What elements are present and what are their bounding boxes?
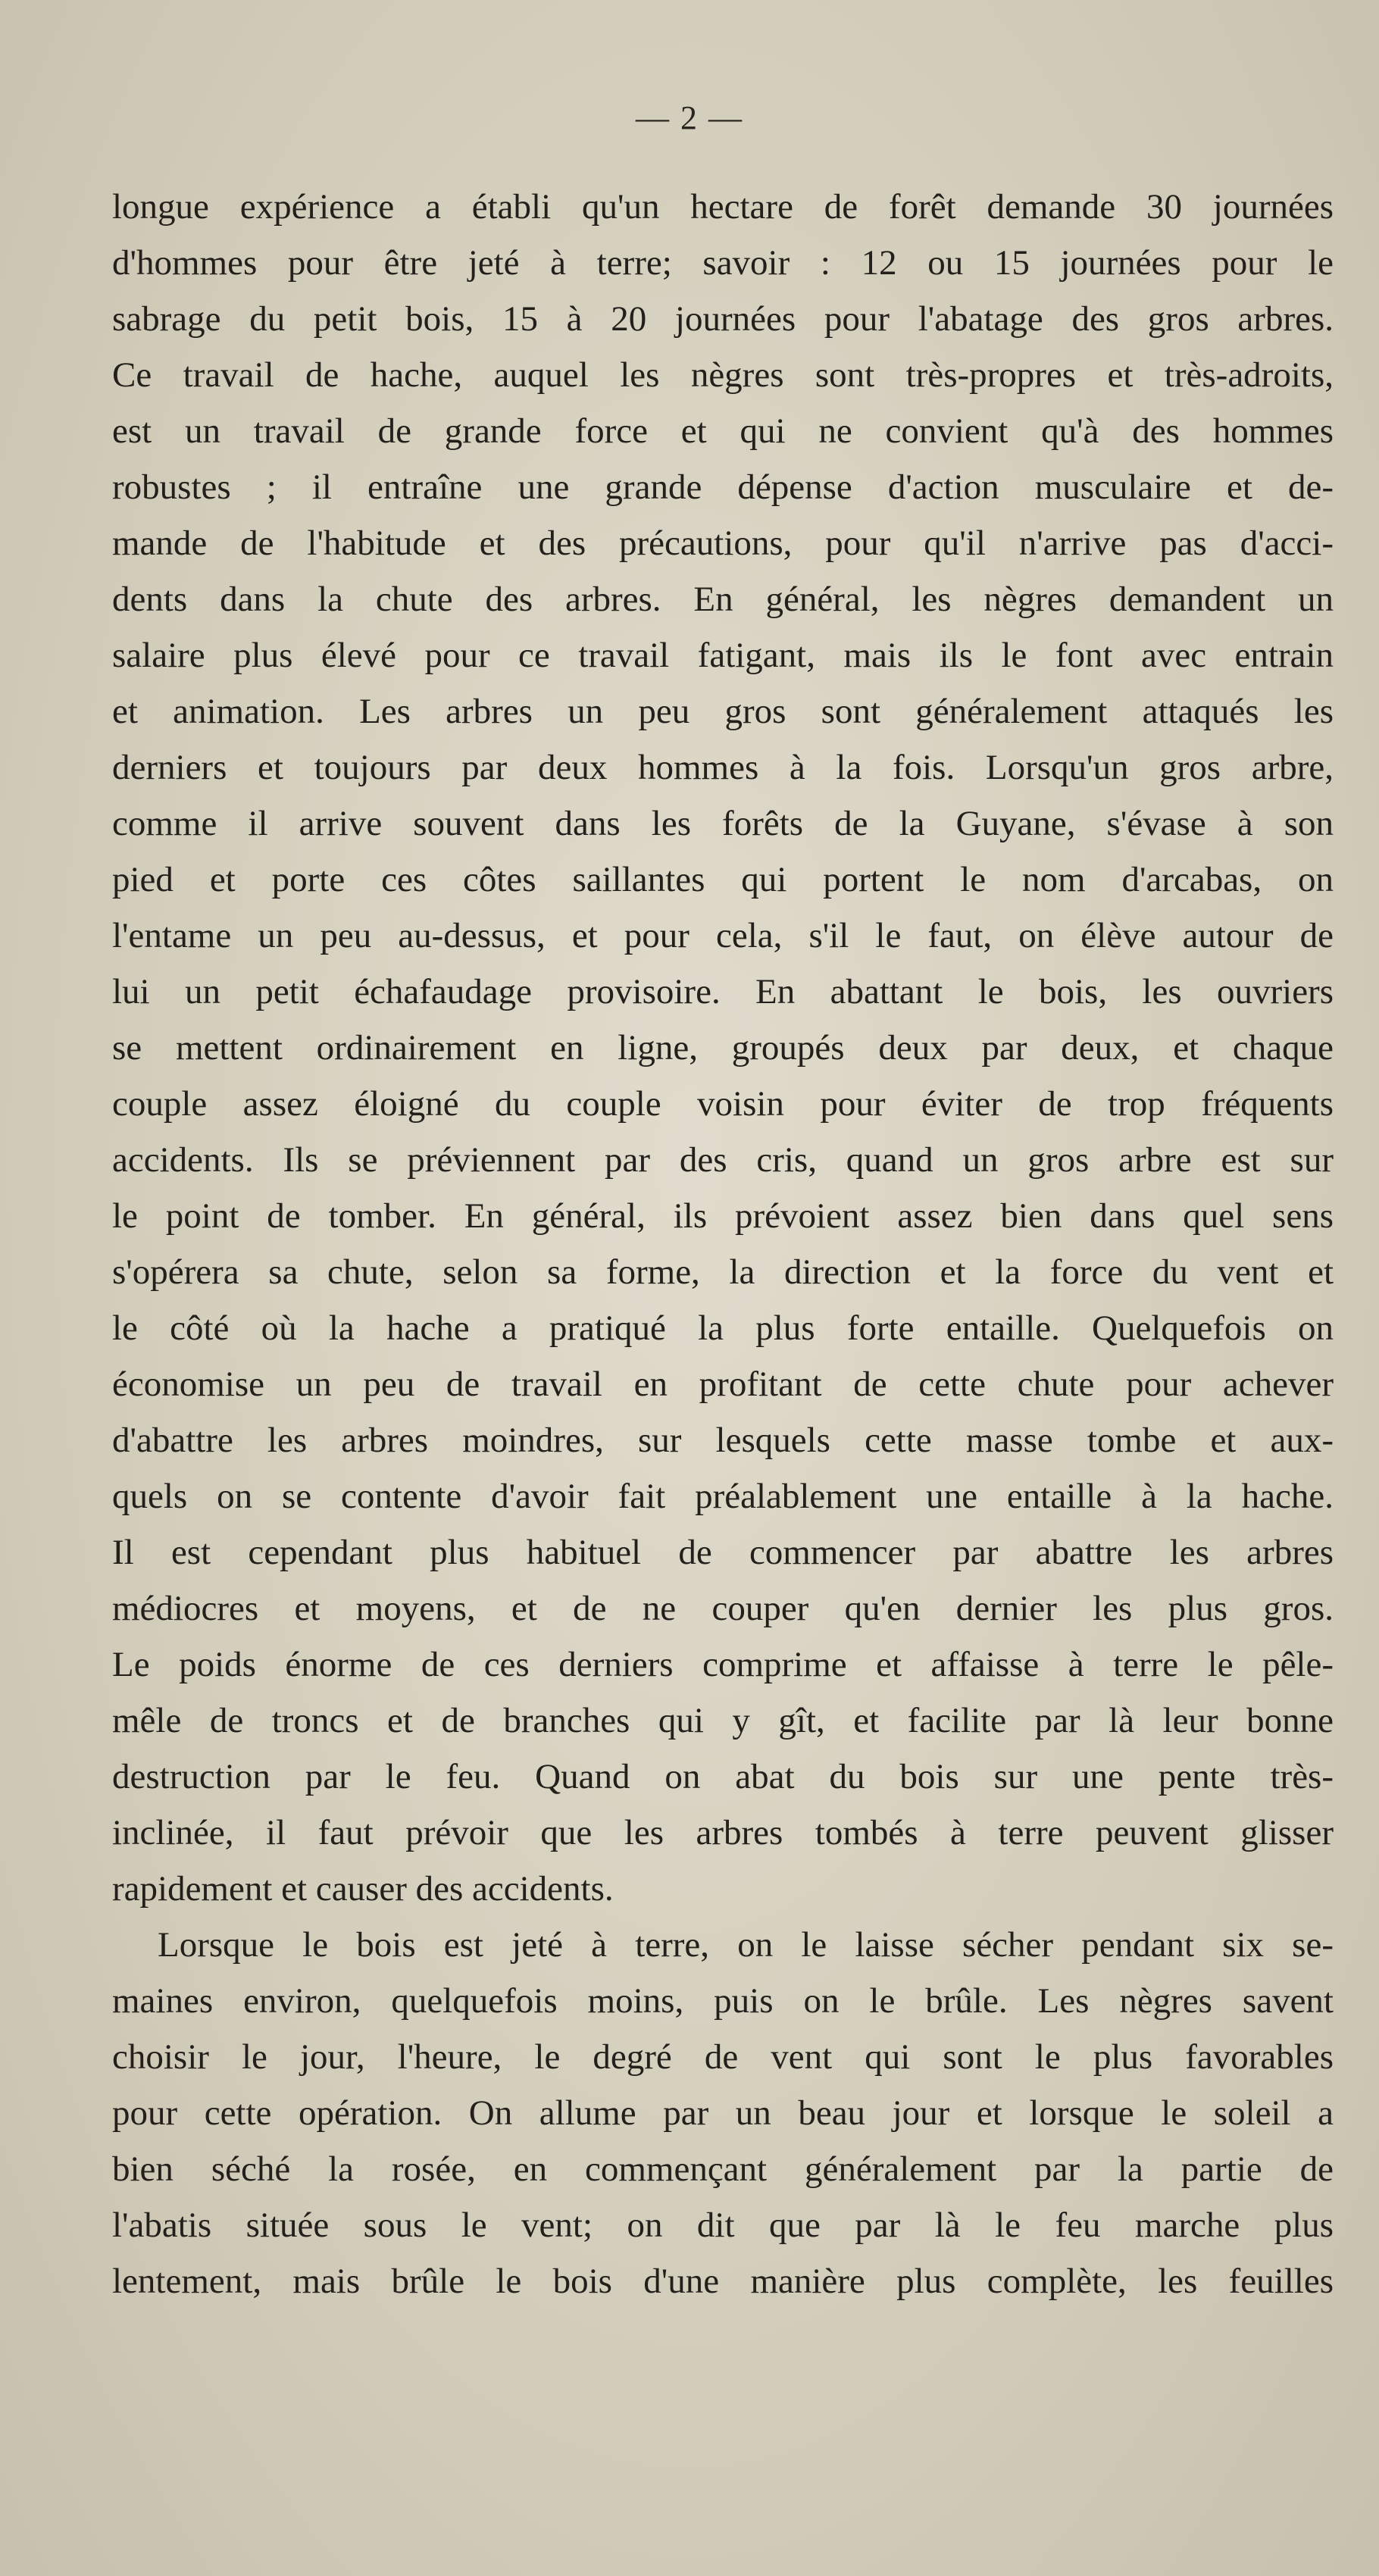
text-line: robustes ; il entraîne une grande dépense d'action musculaire et de-	[112, 467, 1334, 507]
text-line: lui un petit échafaudage provisoire. En abattant le bois, les ouvriers	[112, 972, 1334, 1011]
text-line: économise un peu de travail en profitant de cette chute pour achever	[112, 1365, 1334, 1404]
text-line: Il est cependant plus habituel de commencer par abattre les arbres	[112, 1533, 1334, 1572]
text-line: bien séché la rosée, en commençant généralement par la partie de	[112, 2149, 1334, 2189]
page-number: — 2 —	[636, 99, 743, 136]
text-line: lentement, mais brûle le bois d'une manière plus complète, les feuilles	[112, 2262, 1334, 2301]
text-line: comme il arrive souvent dans les forêts de la Guyane, s'évase à son	[112, 804, 1334, 843]
text-line: médiocres et moyens, et de ne couper qu'en dernier les plus gros.	[112, 1589, 1334, 1628]
paragraph-1	[112, 179, 1334, 1917]
text-line: Ce travail de hache, auquel les nègres sont très-propres et très-adroits,	[112, 355, 1334, 395]
text-line: accidents. Ils se préviennent par des cris, quand un gros arbre est sur	[112, 1140, 1334, 1180]
text-line: mêle de troncs et de branches qui y gît, et facilite par là leur bonne	[112, 1701, 1334, 1740]
text-line: choisir le jour, l'heure, le degré de vent qui sont le plus favorables	[112, 2037, 1334, 2077]
text-line: salaire plus élevé pour ce travail fatigant, mais ils le font avec entrain	[112, 636, 1334, 675]
text-line: et animation. Les arbres un peu gros sont généralement attaqués les	[112, 692, 1334, 731]
text-line: inclinée, il faut prévoir que les arbres tombés à terre peuvent glisser	[112, 1813, 1334, 1852]
text-line: Le poids énorme de ces derniers comprime et affaisse à terre le pêle-	[112, 1645, 1334, 1684]
text-line: est un travail de grande force et qui ne convient qu'à des hommes	[112, 411, 1334, 451]
text-line: couple assez éloigné du couple voisin pour éviter de trop fréquents	[112, 1084, 1334, 1124]
body-text	[112, 179, 1334, 2309]
text-line: rapidement et causer des accidents.	[112, 1869, 614, 1909]
text-line: quels on se contente d'avoir fait préalablement une entaille à la hache.	[112, 1477, 1334, 1516]
text-line: Lorsque le bois est jeté à terre, on le laisse sécher pendant six se-	[158, 1925, 1334, 1965]
text-line: dents dans la chute des arbres. En général, les nègres demandent un	[112, 580, 1334, 619]
text-line: s'opérera sa chute, selon sa forme, la direction et la force du vent et	[112, 1252, 1334, 1292]
text-line: d'abattre les arbres moindres, sur lesquels cette masse tombe et aux-	[112, 1421, 1334, 1460]
text-line: se mettent ordinairement en ligne, groupés deux par deux, et chaque	[112, 1028, 1334, 1068]
text-line: maines environ, quelquefois moins, puis on le brûle. Les nègres savent	[112, 1981, 1334, 2021]
text-line: le point de tomber. En général, ils prévoient assez bien dans quel sens	[112, 1196, 1334, 1236]
text-line: pour cette opération. On allume par un beau jour et lorsque le soleil a	[112, 2093, 1334, 2133]
text-line: d'hommes pour être jeté à terre; savoir : 12 ou 15 journées pour le	[112, 243, 1334, 283]
text-line: destruction par le feu. Quand on abat du bois sur une pente très-	[112, 1757, 1334, 1796]
paragraph-2	[112, 1917, 1334, 2309]
text-line: derniers et toujours par deux hommes à la fois. Lorsqu'un gros arbre,	[112, 748, 1334, 787]
text-line: le côté où la hache a pratiqué la plus forte entaille. Quelquefois on	[112, 1308, 1334, 1348]
text-line: mande de l'habitude et des précautions, pour qu'il n'arrive pas d'acci-	[112, 524, 1334, 563]
text-line: l'abatis située sous le vent; on dit que par là le feu marche plus	[112, 2206, 1334, 2245]
text-line: pied et porte ces côtes saillantes qui portent le nom d'arcabas, on	[112, 860, 1334, 899]
text-line: l'entame un peu au-dessus, et pour cela, s'il le faut, on élève autour de	[112, 916, 1334, 955]
text-line: longue expérience a établi qu'un hectare de forêt demande 30 journées	[112, 187, 1334, 227]
text-line: sabrage du petit bois, 15 à 20 journées pour l'abatage des gros arbres.	[112, 299, 1334, 339]
